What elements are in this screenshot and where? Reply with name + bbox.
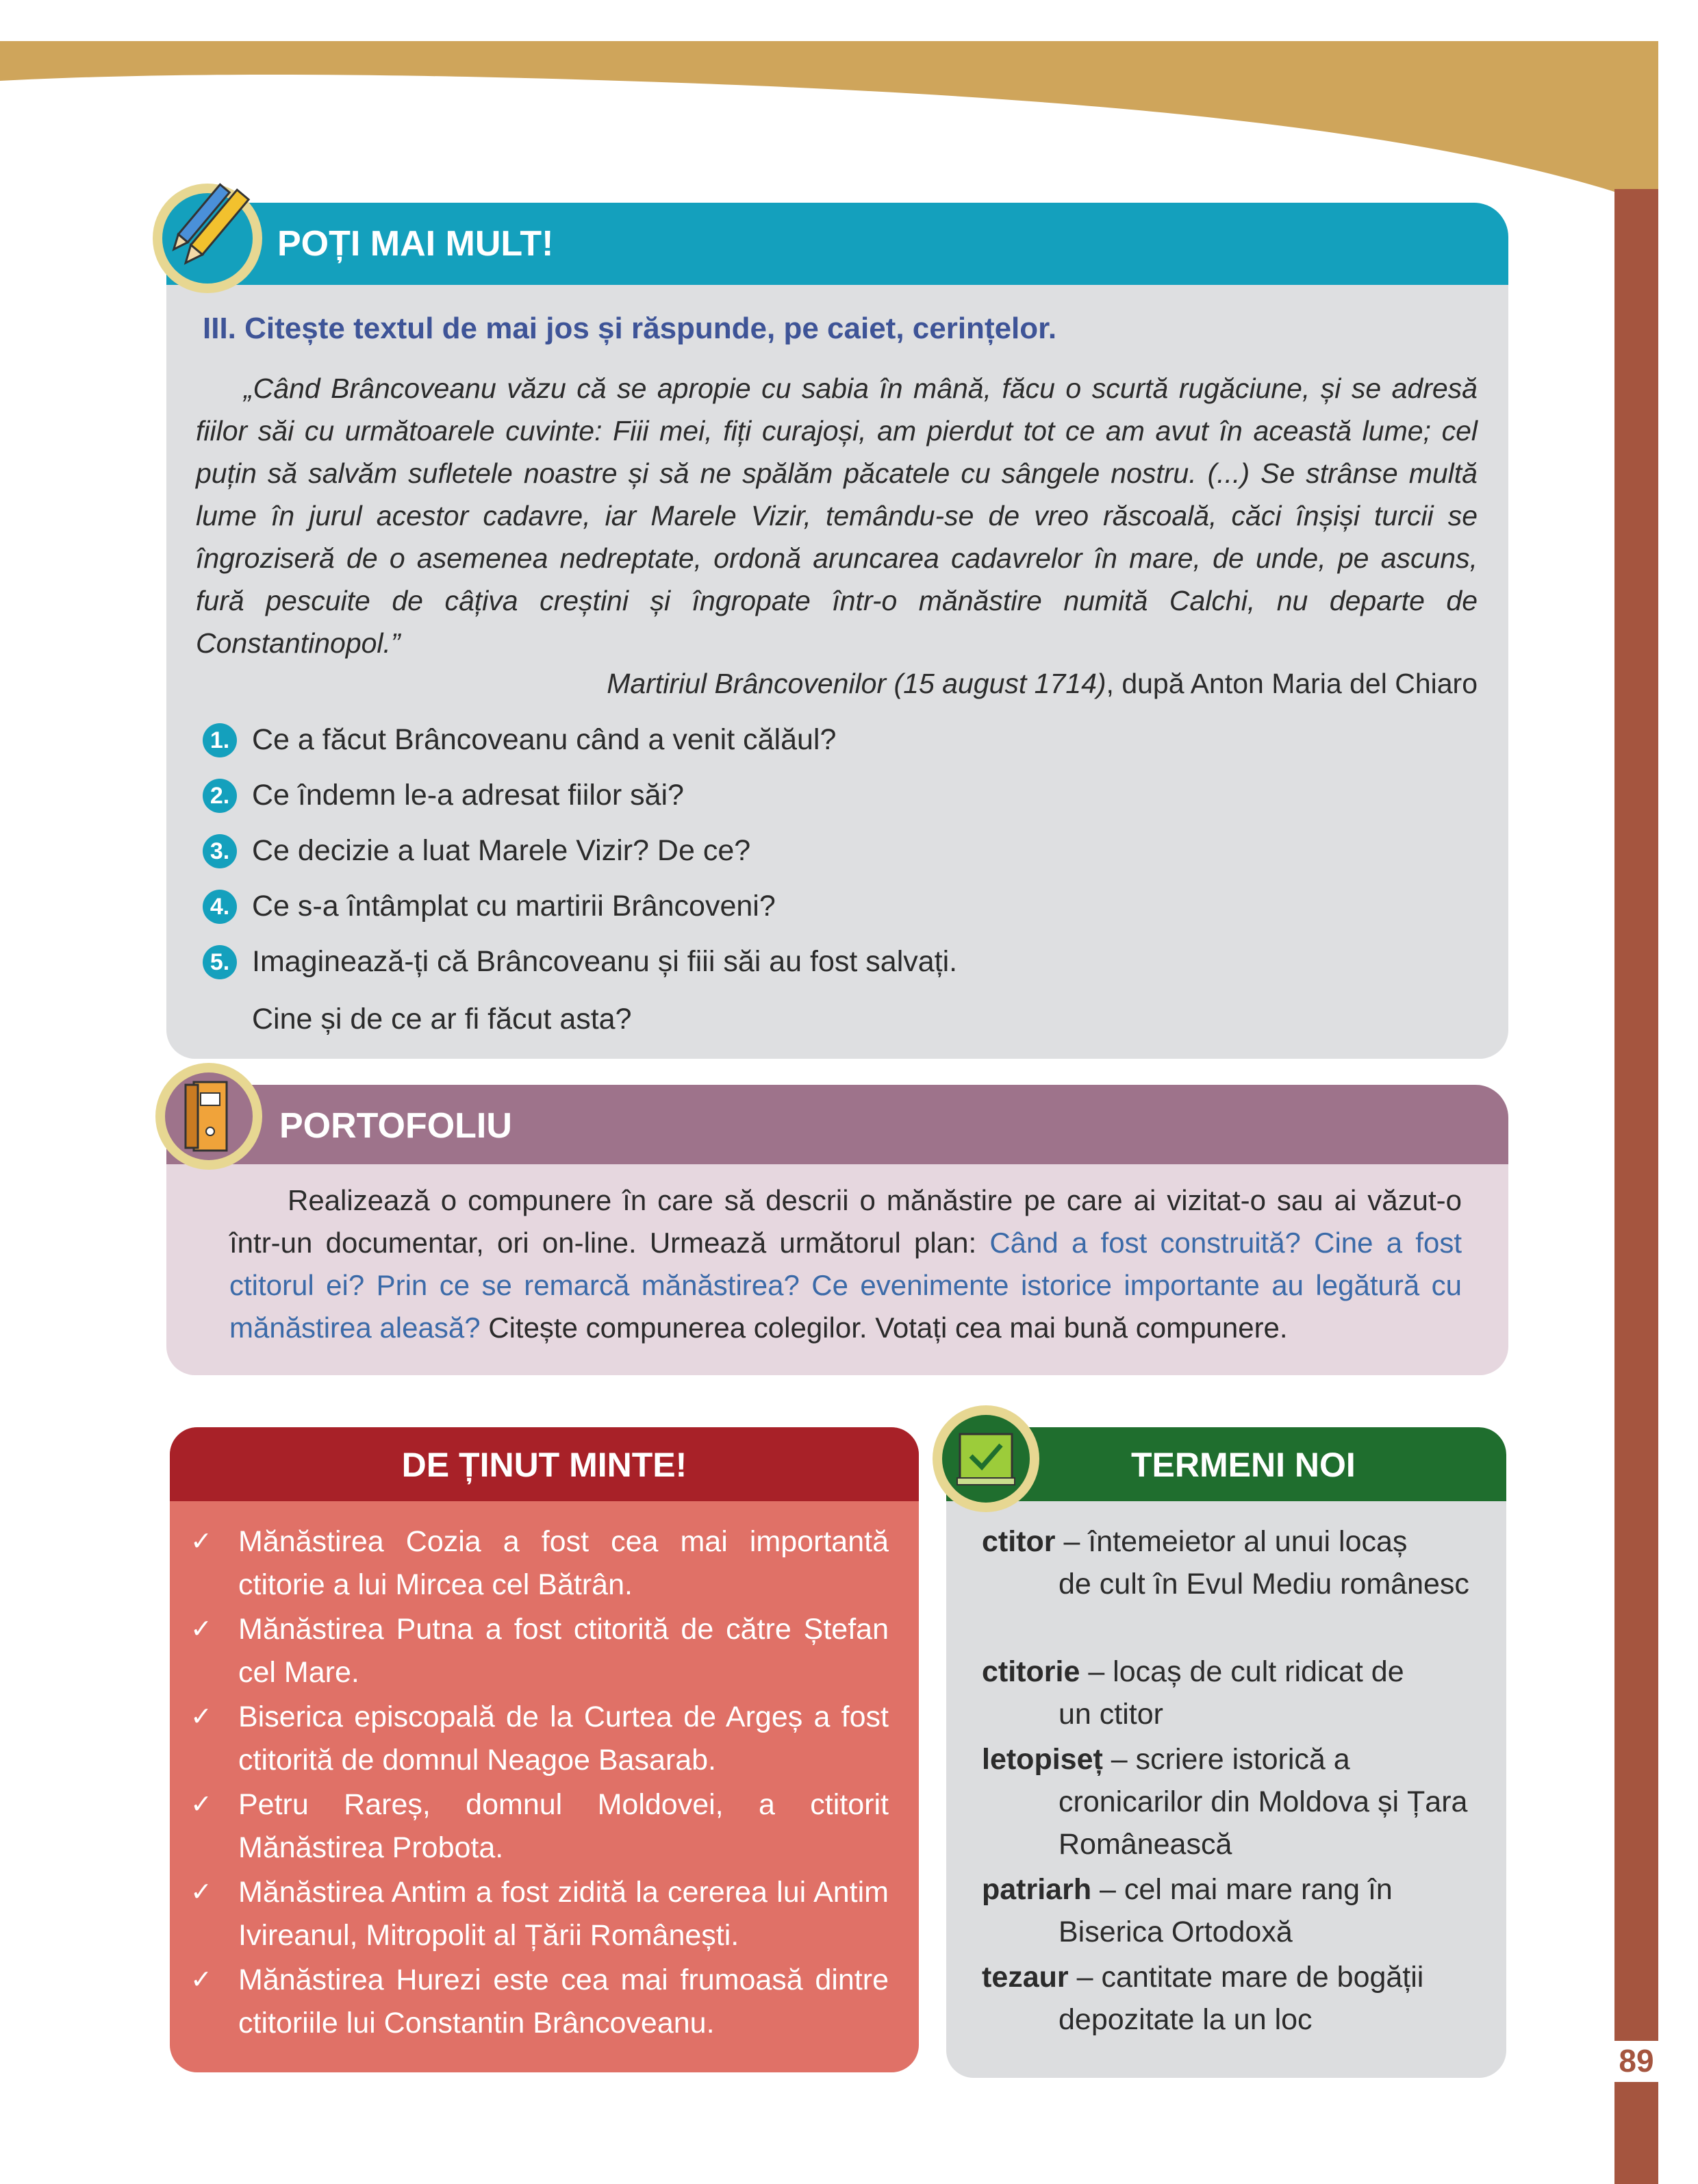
quote-text: „Când Brâncoveanu văzu că se apropie cu sabia în mână, făcu o scurtă rugăciune, și se adresă fiilor săi cu următoarele cuvinte: Fiii mei, fiți curajoși, am pierdut tot ce am avut în această lume; cel puțin să salvăm sufletele noastre și să ne spălăm păcatele cu sângele nostru. (...) Se strânse multă lume în jurul acestor cadavre, iar Marele Vizir, temându-se de vreo răscoală, căci înșiși turcii se îngroziseră de o asemenea nedreptate, ordonă aruncarea cadavrelor în mare, de unde, pe ascuns, fură pescuite de câțiva creștini și îngropate într-o mănăstire numită Calchi, nu departe de Constantinopol.” [196,373,1478,659]
source-title: Martiriul Brâncovenilor (15 august 1714) [607,668,1106,699]
question-number: 3. [203,834,237,868]
checkmark-icon: ✓ [190,1703,212,1731]
portofoliu-instruction: Realizează o compunere în care să descrii o mănăstire pe care ai vizitat-o sau ai văzut-o într-un documentar, ori on-line. Urmează următorul plan: [229,1184,1462,1259]
question-text: Cine și de ce ar fi făcut asta? [252,1003,632,1035]
question-number: 4. [203,890,237,924]
termeni-noi-title: TERMENI NOI [1131,1446,1356,1484]
portofoliu-plan: Când a fost construită? Cine a fost ctitorul ei? Prin ce se remarcă mănăstirea? Ce evenimente istorice importante au legătură cu mănăstirea aleasă? [229,1227,1462,1344]
list-item: ✓ Mănăstirea Antim a fost zidită la cererea lui Antim Ivireanul, Mitropolit al Țării Românești. [190,1871,889,1957]
quote-source [196,668,1478,700]
glossary-entry: patriarh – cel mai mare rang în Biserica Ortodoxă [982,1873,1393,1948]
checkmark-icon: ✓ [190,1790,212,1819]
historical-quote [196,367,1478,664]
question-number: 1. [203,723,237,757]
termeni-noi-panel [946,1427,1506,2078]
glossary-entry: letopiseț – scriere istorică a cronicarilor din Moldova și Țara Românească [982,1743,1468,1861]
question-text: Ce a făcut Brâncoveanu când a venit călăul? [252,723,837,756]
task-heading: III. Citește textul de mai jos și răspunde, pe caiet, cerințelor. [203,312,1057,345]
checkmark-icon: ✓ [190,1966,212,1994]
de-tinut-minte-title: DE ȚINUT MINTE! [401,1446,687,1484]
glossary-entry: tezaur – cantitate mare de bogății depozitate la un loc [982,1961,1424,2036]
question-number: 5. [203,945,237,979]
checkmark-icon: ✓ [190,1527,212,1556]
source-author: , după Anton Maria del Chiaro [1106,668,1478,699]
checkmark-book-icon [933,1405,1039,1512]
portofoliu-title: PORTOFOLIU [279,1106,512,1146]
page-number: 89 [1619,2043,1654,2079]
list-item: ✓ Mănăstirea Cozia a fost cea mai importantă ctitorie a lui Mircea cel Bătrân. [190,1520,889,1607]
folder-icon [155,1063,262,1170]
side-margin-bar [1614,189,1658,2184]
list-item: ✓ Petru Rareș, domnul Moldovei, a ctitorit Mănăstirea Probota. [190,1783,889,1870]
question-text: Ce s-a întâmplat cu martirii Brâncoveni? [252,890,776,922]
poti-mai-mult-title: POȚI MAI MULT! [277,224,554,264]
list-item: ✓ Mănăstirea Hurezi este cea mai frumoasă dintre ctitoriile lui Constantin Brâncoveanu. [190,1959,889,2045]
list-item: ✓ Biserica episcopală de la Curtea de Argeș a fost ctitorită de domnul Neagoe Basarab. [190,1696,889,1782]
de-tinut-minte-panel [170,1427,919,2072]
glossary-entry: ctitor – întemeietor al unui locaș de cult în Evul Mediu românesc [982,1525,1469,1601]
portofoliu-text [229,1179,1462,1349]
question-text: Ce decizie a luat Marele Vizir? De ce? [252,834,751,867]
list-item: ✓ Mănăstirea Putna a fost ctitorită de către Ștefan cel Mare. [190,1608,889,1694]
portofoliu-ending: Citește compunerea colegilor. Votați cea mai bună compunere. [480,1311,1288,1344]
pencils-icon [153,184,262,293]
checkmark-icon: ✓ [190,1878,212,1907]
glossary-entry: ctitorie – locaș de cult ridicat de un ctitor [982,1655,1404,1731]
checkmark-icon: ✓ [190,1615,212,1644]
question-number: 2. [203,779,237,813]
question-text: Ce îndemn le-a adresat fiilor săi? [252,779,684,812]
top-decorative-band [0,0,1698,205]
question-text: Imaginează-ți că Brâncoveanu și fiii săi au fost salvați. [252,945,958,978]
